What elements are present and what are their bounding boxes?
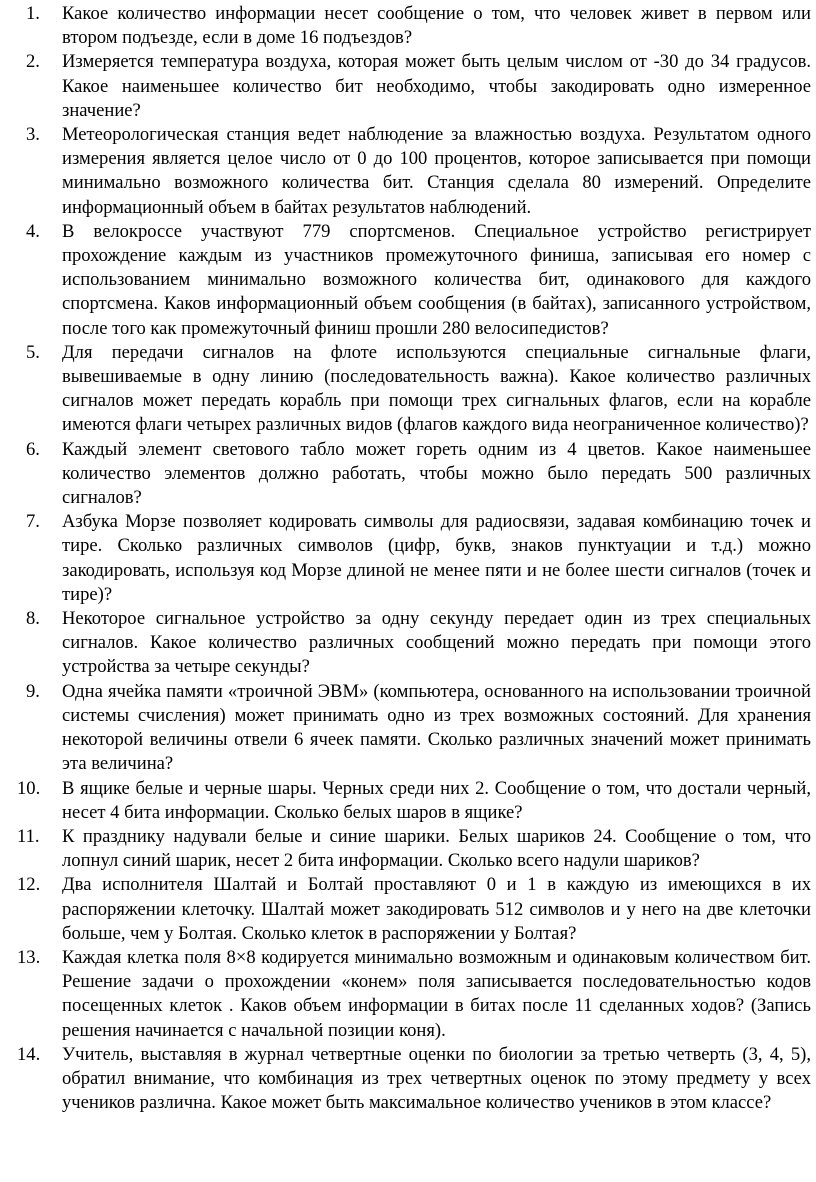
problem-number: 11. xyxy=(17,825,40,847)
problem-14 xyxy=(0,1043,816,1116)
problem-text: Метеорологическая станция ведет наблюдение за влажностью воздуха. Результатом одного измерения является целое число от 0 до 100 процентов, которое записывается при помощи минимально возможного количества бит. Станция сделала 80 измерений. Определите информационный объем в байтах результатов наблюдений. xyxy=(62,124,811,218)
problem-text: Каждая клетка поля 8×8 кодируется минимально возможным и одинаковым количеством бит. Решение задачи о прохождении «конем» поля записывается последовательностью кодов посещенных клеток . Каков объем информации в битах после 11 сделанных ходов? (Запись решения начинается с начальной позиции коня). xyxy=(62,946,811,1041)
problem-text: Некоторое сигнальное устройство за одну секунду передает один из трех специальных сигналов. Какое количество различных сообщений можно передать при помощи этого устройства за четыре секунды? xyxy=(62,608,811,678)
problem-number: 9. xyxy=(26,680,40,702)
problem-text: Два исполнителя Шалтай и Болтай проставляют 0 и 1 в каждую из имеющихся в их распоряжении клеточку. Шалтай может закодировать 512 символов и у него на две клеточки больше, чем у Болтая. Сколько клеток в распоряжении у Болтая? xyxy=(62,874,811,944)
problem-1 xyxy=(0,2,816,50)
problem-number: 12. xyxy=(17,874,41,896)
problem-10 xyxy=(0,777,816,825)
problem-4 xyxy=(0,220,816,341)
problem-number: 8. xyxy=(26,608,40,630)
problem-11 xyxy=(0,825,816,873)
problem-6 xyxy=(0,438,816,511)
problem-3 xyxy=(0,123,816,220)
problem-number: 2. xyxy=(26,51,40,73)
problem-text: Каждый элемент светового табло может гореть одним из 4 цветов. Какое наименьшее количество элементов должно работать, чтобы можно было передать 500 различных сигналов? xyxy=(62,438,811,509)
problem-text: Для передачи сигналов на флоте используются специальные сигнальные флаги, вывешиваемые в одну линию (последовательность важна). Какое количество различных сигналов может передать корабль при помощи трех сигнальных флагов, если на корабле имеются флаги четырех различных видов (флагов каждого вида неограниченное количество)? xyxy=(62,341,811,436)
problem-list xyxy=(0,2,816,1115)
problem-text: Одна ячейка памяти «троичной ЭВМ» (компьютера, основанного на использовании троичной системы счисления) может принимать одно из трех возможных состояний. Для хранения некоторой величины отвели 6 ячеек памяти. Сколько различных значений может принимать эта величина? xyxy=(62,680,811,775)
problem-number: 5. xyxy=(26,341,40,363)
problem-7 xyxy=(0,510,816,607)
problem-text: Измеряется температура воздуха, которая может быть целым числом от -30 до 34 градусов. Какое наименьшее количество бит необходимо, чтобы закодировать одно измеренное значение? xyxy=(62,51,811,121)
problem-text: В ящике белые и черные шары. Черных среди них 2. Сообщение о том, что достали черный, несет 4 бита информации. Сколько белых шаров в ящике? xyxy=(62,777,811,823)
problem-13 xyxy=(0,946,816,1043)
problem-9 xyxy=(0,680,816,777)
problem-number: 13. xyxy=(17,946,41,968)
problem-number: 7. xyxy=(26,511,40,533)
problem-text: Какое количество информации несет сообщение о том, что человек живет в первом или втором подъезде, если в доме 16 подъездов? xyxy=(62,3,811,49)
problem-text: Учитель, выставляя в журнал четвертные оценки по биологии за третью четверть (3, 4, 5), обратил внимание, что комбинация из трех четвертных оценок по этому предмету у всех учеников различна. Какое может быть максимальное количество учеников в этом классе? xyxy=(62,1043,811,1114)
problem-number: 10. xyxy=(17,777,41,799)
problem-number: 6. xyxy=(26,438,40,460)
problem-number: 1. xyxy=(26,3,40,24)
problem-text: К празднику надували белые и синие шарики. Белых шариков 24. Сообщение о том, что лопнул синий шарик, несет 2 бита информации. Сколько всего надули шариков? xyxy=(62,825,811,872)
problem-8 xyxy=(0,607,816,680)
problem-text: В велокроссе участвуют 779 спортсменов. Специальное устройство регистрирует прохождение каждым из участников промежуточного финиша, записывая его номер с использованием минимально возможного количества бит, одинакового для каждого спортсмена. Каков информационный объем сообщения (в байтах), записанного устройством, после того как промежуточный финиш прошли 280 велосипедистов? xyxy=(62,220,811,339)
problem-number: 14. xyxy=(17,1043,41,1065)
problem-12 xyxy=(0,873,816,946)
problem-number: 3. xyxy=(26,124,40,146)
problem-5 xyxy=(0,341,816,438)
problem-2 xyxy=(0,50,816,123)
problem-text: Азбука Морзе позволяет кодировать символы для радиосвязи, задавая комбинацию точек и тире. Сколько различных символов (цифр, букв, знаков пунктуации и т.д.) можно закодировать, используя код Морзе длиной не менее пяти и не более шести сигналов (точек и тире)? xyxy=(62,511,811,605)
problem-number: 4. xyxy=(26,220,40,242)
